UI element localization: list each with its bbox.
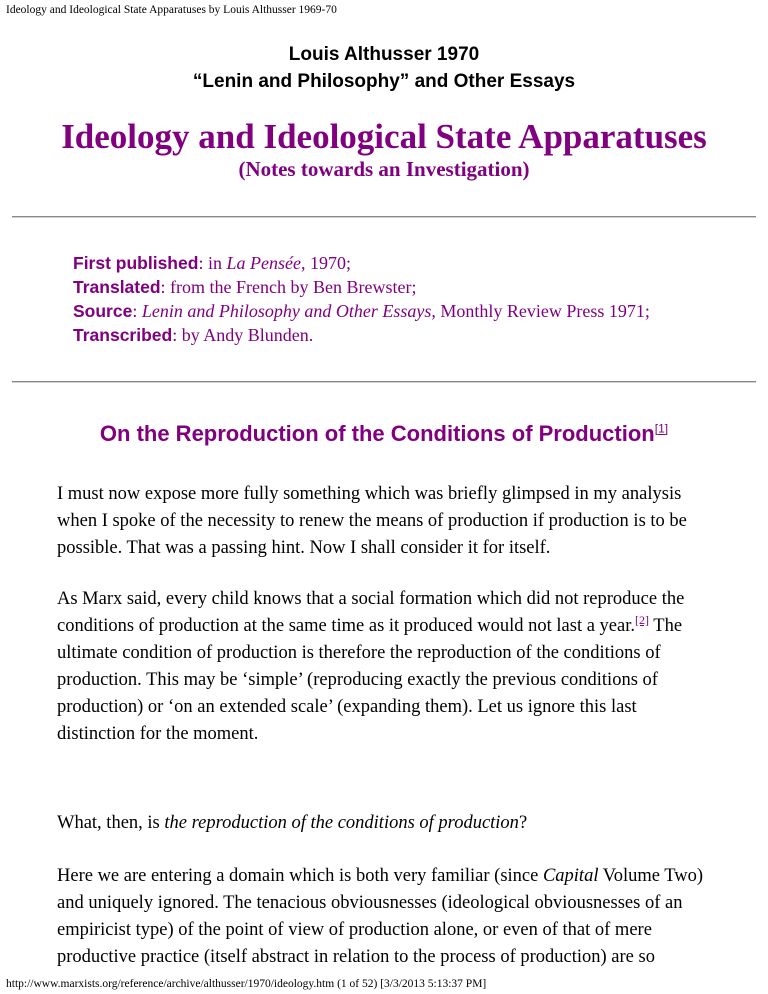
paragraph-4: Here we are entering a domain which is both very familiar (since Capital Volume Two) and uniquely ignored. The tenacious obviousnesses (ideological obviousnesses of an empiricist type) of the point of view of production alone, or even of that of mere productive practice (itself abstract in relation to the process of production) are so bbox=[57, 866, 704, 967]
meta-first-published: First published: in La Pensée, 1970; bbox=[73, 253, 351, 273]
footnote-link-2[interactable]: [2] bbox=[635, 612, 649, 627]
paragraph-3: What, then, is the reproduction of the conditions of production? bbox=[57, 813, 528, 833]
meta-translated: Translated: from the French by Ben Brewster; bbox=[73, 277, 417, 297]
meta-transcribed: Transcribed: by Andy Blunden. bbox=[73, 325, 314, 345]
footnote-link-1[interactable]: [1] bbox=[654, 421, 669, 436]
section-heading: On the Reproduction of the Conditions of Production[1] bbox=[99, 421, 669, 446]
divider-top bbox=[12, 216, 756, 218]
page-footer: http://www.marxists.org/reference/archive/althusser/1970/ideology.htm (1 of 52) [3/3/2013 5:13:37 PM] bbox=[6, 978, 487, 990]
meta-label: Source bbox=[73, 301, 133, 321]
paragraph-2: As Marx said, every child knows that a social formation which did not reproduce the conditions of production at the same time as it produced would not last a year.[2] The ultimate condition of production is therefore the reproduction of the conditions of production. This may be ‘simple’ (reproducing exactly the previous conditions of production) or ‘on an extended scale’ (expanding them). Let us ignore this last distinction for the moment. bbox=[57, 589, 685, 744]
meta-source: Source: Lenin and Philosophy and Other Essays, Monthly Review Press 1971; bbox=[73, 301, 650, 321]
running-header: Ideology and Ideological State Apparatuses by Louis Althusser 1969-70 bbox=[6, 4, 337, 16]
page-title: Ideology and Ideological State Apparatuses bbox=[61, 117, 707, 156]
book-line: “Lenin and Philosophy” and Other Essays bbox=[192, 71, 576, 92]
meta-label: First published bbox=[73, 253, 199, 273]
meta-label: Translated bbox=[73, 277, 161, 297]
meta-label: Transcribed bbox=[73, 325, 173, 345]
page-subtitle: (Notes towards an Investigation) bbox=[238, 157, 530, 181]
author-line: Louis Althusser 1970 bbox=[288, 44, 480, 65]
author-block bbox=[0, 41, 768, 95]
paragraph-1: I must now expose more fully something which was briefly glimpsed in my analysis when I spoke of the necessity to renew the means of production if production is to be possible. That was a passing hint. Now I shall consider it for itself. bbox=[57, 484, 687, 558]
publication-info bbox=[73, 251, 733, 347]
divider-bottom bbox=[12, 381, 756, 383]
